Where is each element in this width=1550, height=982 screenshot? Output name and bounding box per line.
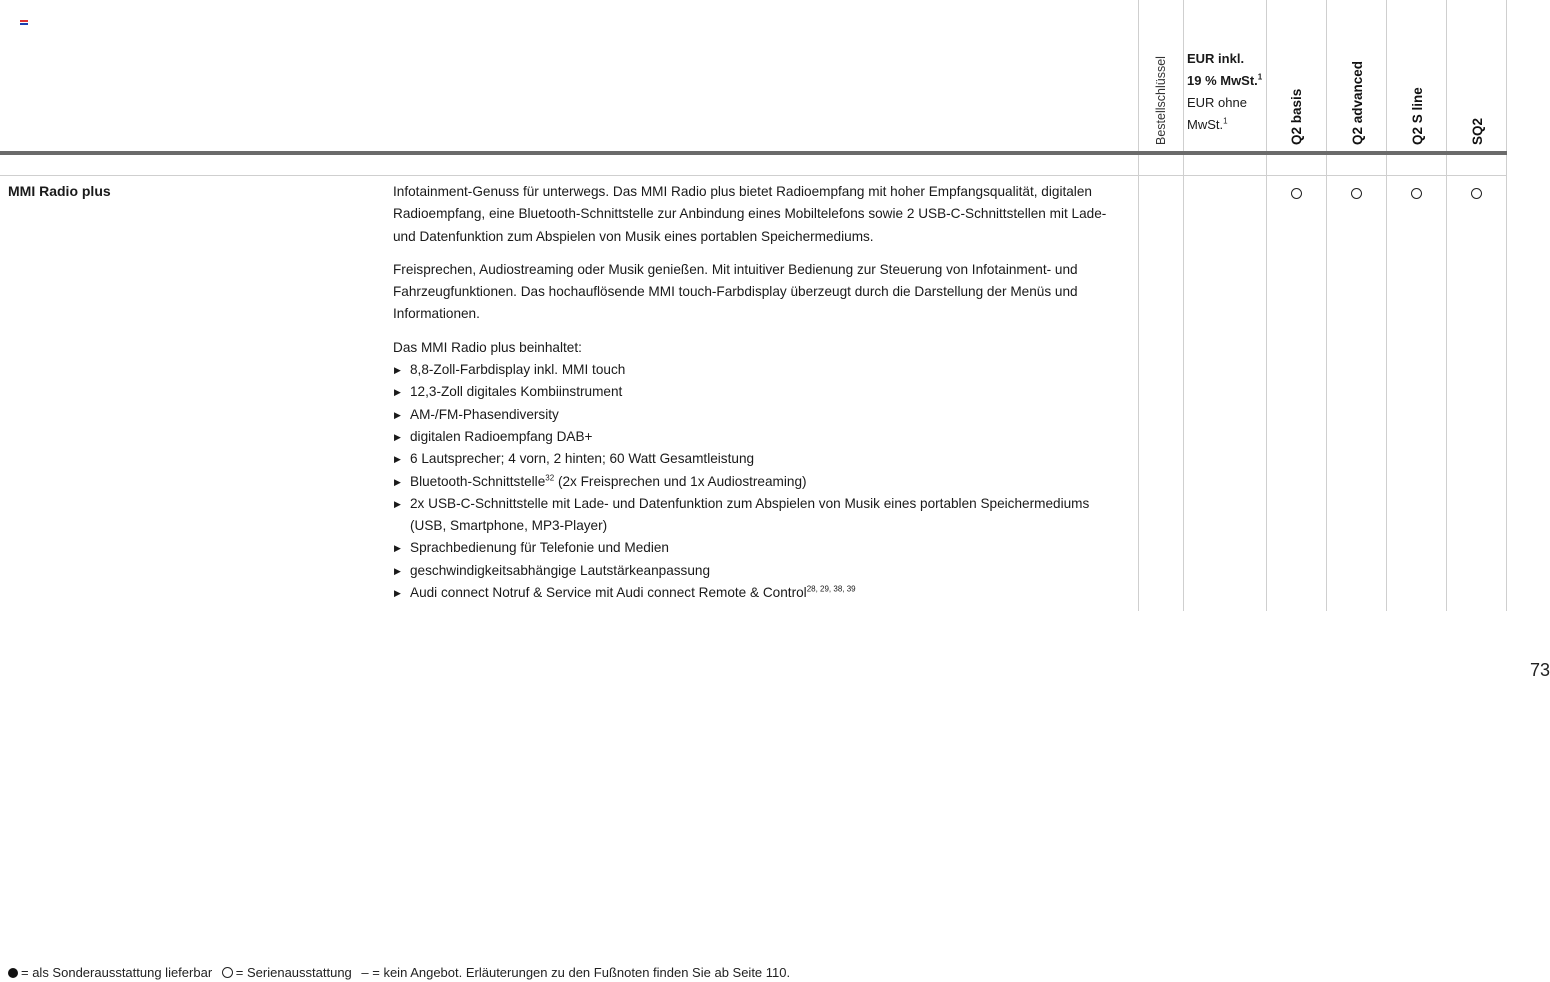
price-excl-line1: EUR ohne <box>1187 95 1247 110</box>
footnote-ref: 1 <box>1257 72 1263 82</box>
standard-equipment-circle-icon <box>1411 188 1422 199</box>
list-item: ▶ 6 Lautsprecher; 4 vorn, 2 hinten; 60 Watt Gesamtleistung <box>393 448 1128 470</box>
row-description <box>393 181 1128 604</box>
description-paragraph: Infotainment-Genuss für unterwegs. Das MMI Radio plus bietet Radioempfang mit hoher Empfangsqualität, digitalen Radioempfang, eine Bluetooth-Schnittstelle zur Anbindung eines Mobiltelefons sowie 2 USB-C-Schnittstellen mit Lade- und Datenfunktion zum Abspielen von Musik eines portablen Speichermediums. <box>393 184 1107 244</box>
list-item: ▶ digitalen Radioempfang DAB+ <box>393 426 1128 448</box>
price-excl-line2: MwSt. <box>1187 117 1224 132</box>
order-key-header: Bestellschlüssel <box>1154 56 1168 145</box>
grid-line <box>1266 0 1267 611</box>
grid-line <box>1326 0 1327 611</box>
list-item: ▶ 2x USB-C-Schnittstelle mit Lade- und Datenfunktion zum Abspielen von Musik eines portablen Speichermediums (USB, Smartphone, MP3-Player) <box>393 493 1128 538</box>
standard-equipment-circle-icon <box>1291 188 1302 199</box>
bullet-triangle-icon: ▶ <box>394 476 401 487</box>
open-circle-icon <box>222 967 233 978</box>
footnote-ref: 1 <box>1223 116 1228 126</box>
footnote-ref: 32 <box>545 473 555 483</box>
bullet-triangle-icon: ▶ <box>394 454 401 465</box>
model-header-q2-s-line: Q2 S line <box>1410 87 1425 145</box>
standard-equipment-circle-icon <box>1471 188 1482 199</box>
bullet-triangle-icon: ▶ <box>394 431 401 442</box>
row-title: MMI Radio plus <box>8 183 111 199</box>
list-item: ▶ AM-/FM-Phasendiversity <box>393 404 1128 426</box>
bullet-triangle-icon: ▶ <box>394 565 401 576</box>
legend <box>8 965 790 980</box>
row-divider <box>0 175 1507 176</box>
legend-optional: = als Sonderausstattung lieferbar <box>21 965 213 980</box>
grid-line <box>1446 0 1447 611</box>
bullet-triangle-icon: ▶ <box>394 498 401 509</box>
bullet-triangle-icon: ▶ <box>394 387 401 398</box>
list-item: ▶ Sprachbedienung für Telefonie und Medien <box>393 537 1128 559</box>
bullet-triangle-icon: ▶ <box>394 409 401 420</box>
legend-none: – = kein Angebot. Erläuterungen zu den Fußnoten finden Sie ab Seite 110. <box>361 965 791 980</box>
feature-list <box>393 359 1128 604</box>
grid-line <box>1183 0 1184 611</box>
list-item: ▶ Audi connect Notruf & Service mit Audi connect Remote & Control$^{28, 29, 38, 39}$ <box>393 582 1128 604</box>
page-number: 73 <box>1529 660 1550 680</box>
standard-equipment-circle-icon <box>1351 188 1362 199</box>
legend-standard: = Serienausstattung <box>235 965 352 980</box>
model-header-q2-basis: Q2 basis <box>1289 88 1304 145</box>
bullet-triangle-icon: ▶ <box>394 588 401 599</box>
filled-dot-icon <box>8 968 18 978</box>
list-item: ▶ 8,8-Zoll-Farbdisplay inkl. MMI touch <box>393 359 1128 381</box>
bullet-triangle-icon: ▶ <box>394 543 401 554</box>
flag-icon <box>20 20 28 27</box>
grid-line <box>1506 0 1507 611</box>
description-paragraph: Freisprechen, Audiostreaming oder Musik genießen. Mit intuitiver Bedienung zur Steuerung von Infotainment- und Fahrzeugfunktionen. Das hochauflösende MMI touch-Farbdisplay überzeugt durch die Darstellung der Menüs und Informationen. <box>393 261 1078 322</box>
list-item: ▶ geschwindigkeitsabhängige Lautstärkeanpassung <box>393 560 1128 582</box>
grid-line <box>1386 0 1387 611</box>
grid-line <box>1138 0 1139 611</box>
model-header-q2-advanced: Q2 advanced <box>1350 60 1365 145</box>
list-item: ▶ 12,3-Zoll digitales Kombiinstrument <box>393 381 1128 403</box>
price-incl-line2: 19 % MwSt. <box>1187 73 1258 88</box>
footnote-ref: 28, 29, 38, 39 <box>806 584 856 594</box>
model-header-sq2: SQ2 <box>1470 117 1485 145</box>
list-item: ▶ Bluetooth-Schnittstelle$^{32}$ (2x Freisprechen und 1x Audiostreaming) <box>393 471 1128 493</box>
price-header <box>1187 48 1262 136</box>
header-divider <box>0 151 1507 155</box>
bullet-triangle-icon: ▶ <box>394 365 401 376</box>
list-intro: Das MMI Radio plus beinhaltet: <box>393 339 582 355</box>
price-incl-line1: EUR inkl. <box>1187 51 1245 66</box>
